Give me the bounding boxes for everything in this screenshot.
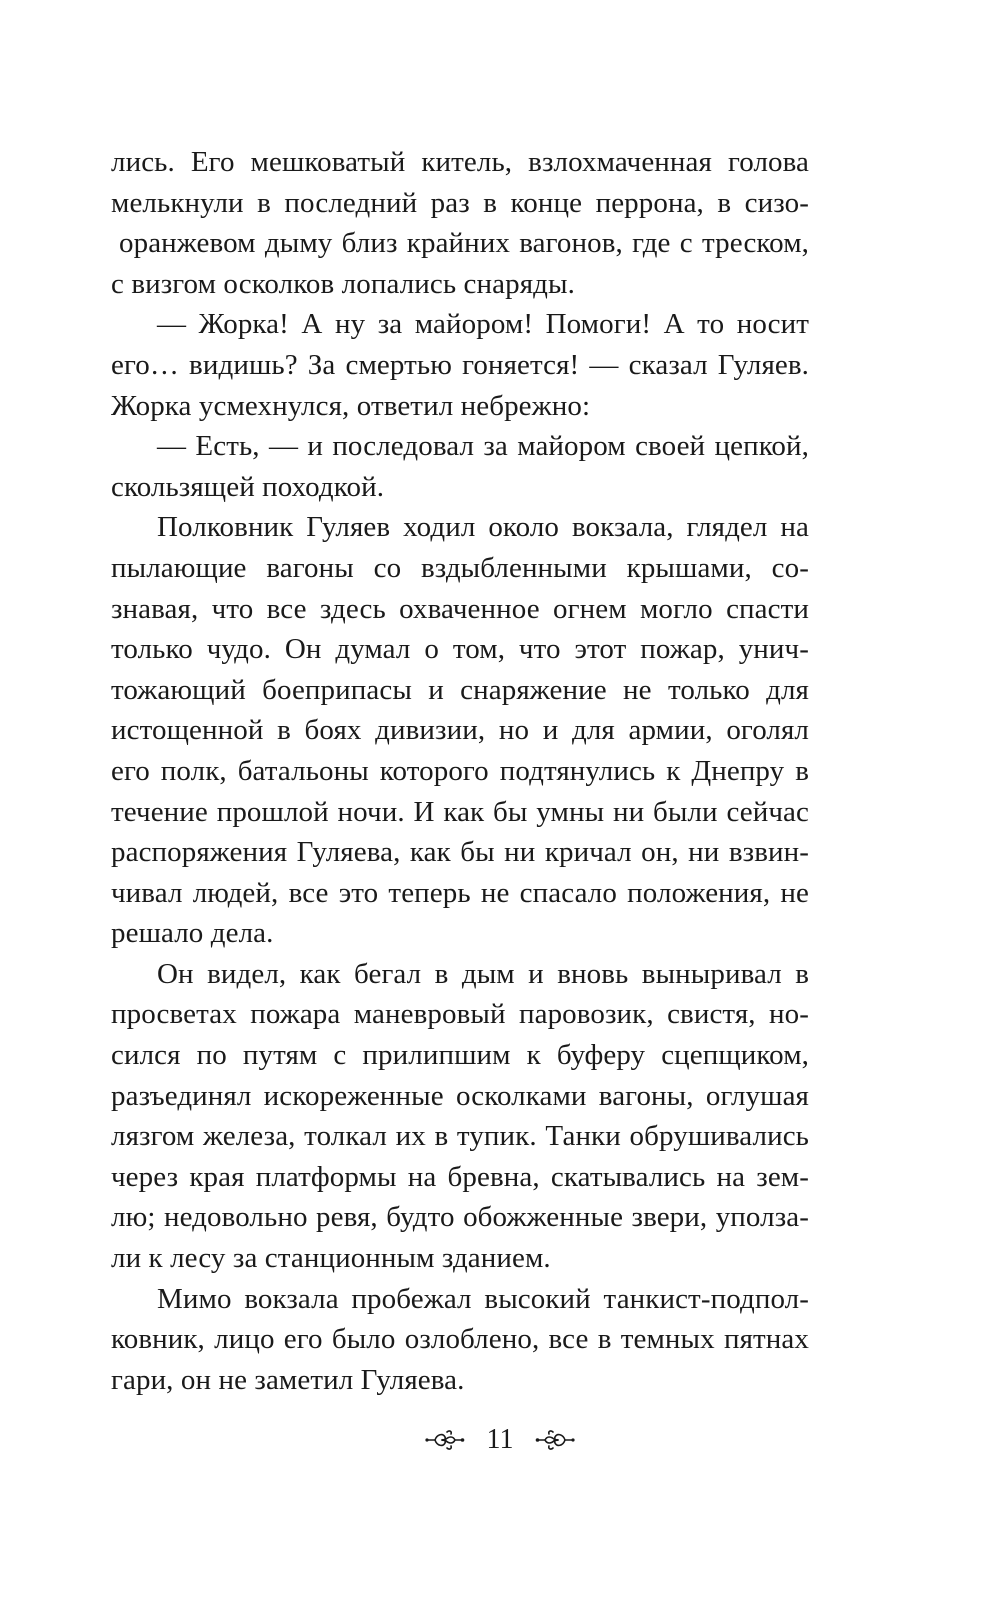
text-line: только чудо. Он думал о том, что этот пожар, унич- xyxy=(111,633,809,666)
text-line: его… видишь? За смертью гоняется! — сказал Гуляев. xyxy=(111,348,809,381)
text-line: лись. Его мешковатый китель, взлохмаченная голова xyxy=(111,146,809,178)
text-line: решало дела. xyxy=(111,917,274,950)
ornament-left-icon xyxy=(425,1427,465,1453)
page-footer xyxy=(0,1418,1000,1462)
text-line: Полковник Гуляев ходил около вокзала, глядел на xyxy=(157,511,809,544)
body-text xyxy=(111,142,809,1400)
text-line: ковник, лицо его было озлоблено, все в темных пятнах xyxy=(111,1323,809,1356)
text-line: гари, он не заметил Гуляева. xyxy=(111,1363,465,1396)
text-line: просветах пожара маневровый паровозик, свистя, но- xyxy=(111,998,809,1031)
text-line: тожающий боеприпасы и снаряжение не только для xyxy=(111,673,809,706)
text-line: распоряжения Гуляева, как бы ни кричал он, ни взвин- xyxy=(111,836,809,869)
text-line: его полк, батальоны которого подтянулись к Днепру в xyxy=(111,754,809,787)
text-line: истощенной в боях дивизии, но и для армии, оголял xyxy=(111,714,809,747)
text-line: лю; недовольно ревя, будто обожженные звери, уполза- xyxy=(111,1201,809,1234)
text-line: оранжевом дыму близ крайних вагонов, где с треском, xyxy=(119,227,809,260)
text-line: разъединял искореженные осколками вагоны, оглушая xyxy=(111,1079,809,1112)
text-line: — Есть, — и последовал за майором своей цепкой, xyxy=(157,430,809,463)
text-line: ли к лесу за станционным зданием. xyxy=(111,1242,551,1275)
ornament-right-icon xyxy=(535,1427,575,1453)
text-line: через края платформы на бревна, скатывались на зем- xyxy=(111,1160,809,1193)
text-line: знавая, что все здесь охваченное огнем могло спасти xyxy=(111,592,809,625)
text-line: сился по путям с прилипшим к буферу сцепщиком, xyxy=(111,1039,809,1072)
text-line: течение прошлой ночи. И как бы умны ни были сейчас xyxy=(111,795,809,828)
text-line: пылающие вагоны со вздыбленными крышами, со- xyxy=(111,551,809,584)
page-number: 11 xyxy=(486,1424,514,1455)
text-line: мелькнули в последний раз в конце перрона, в сизо- xyxy=(111,186,809,219)
text-line: скользящей походкой. xyxy=(111,470,385,503)
text-line: Мимо вокзала пробежал высокий танкист-подпол- xyxy=(157,1282,809,1315)
text-line: чивал людей, все это теперь не спасало положения, не xyxy=(111,876,809,909)
text-line: лязгом железа, толкал их в тупик. Танки обрушивались xyxy=(111,1120,809,1153)
text-line: — Жорка! А ну за майором! Помоги! А то носит xyxy=(157,308,809,341)
text-line: Жорка усмехнулся, ответил небрежно: xyxy=(111,389,591,422)
text-line: с визгом осколков лопались снаряды. xyxy=(111,267,575,300)
text-line: Он видел, как бегал в дым и вновь выныривал в xyxy=(157,957,809,990)
